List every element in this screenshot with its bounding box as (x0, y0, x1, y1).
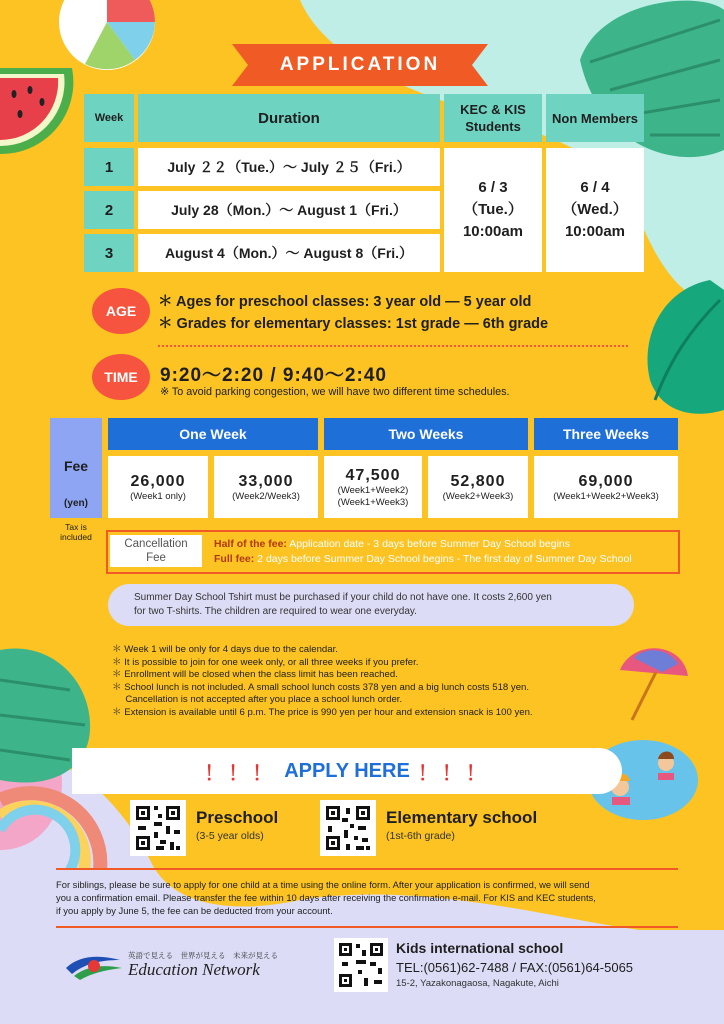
non-members-time: 10:00am (564, 223, 626, 240)
fee-amount: 52,800 (450, 472, 506, 490)
notes-list (112, 644, 622, 720)
tshirt-line2: for two T-shirts. The children are required to wear one everyday. (134, 606, 417, 617)
contact-name: Kids international school (396, 940, 564, 956)
time-schedule: 9:20〜2:20 / 9:40〜2:40 (160, 365, 387, 386)
elementary-subtitle: (1st-6th grade) (386, 830, 455, 842)
preschool-title: Preschool (196, 808, 279, 827)
tshirt-note (108, 584, 634, 626)
note-item: ＊ It is possible to join for one week only, or all three weeks if you prefer. (112, 656, 419, 668)
education-network-logo-icon (64, 950, 124, 980)
full-fee-label: Full fee: (214, 553, 255, 565)
watermelon-icon (0, 58, 82, 158)
footer-divider-top (56, 868, 678, 870)
apply-heading (72, 748, 622, 794)
half-fee-text: Application date - 3 days before Summer Day School begins (286, 538, 570, 550)
time-badge: TIME (92, 354, 150, 400)
two-weeks-header: Two Weeks (324, 418, 528, 450)
note-item: ＊ School lunch is not included. A small school lunch costs 378 yen and a big lunch costs 518 yen. (112, 681, 530, 693)
members-time: 10:00am (462, 223, 524, 240)
fee-item (428, 456, 528, 518)
umbrella-icon (612, 640, 692, 725)
age-elementary: ＊ Grades for elementary classes: 1st grade — 6th grade (158, 316, 549, 332)
footer-line: you a confirmation email. Please transfer the fee within 10 days after receiving the confirmation e-mail. For KIS and KEC students, (56, 892, 596, 903)
cancellation-label (110, 535, 202, 567)
contact-qr-code[interactable] (334, 938, 388, 992)
fee-amount: 33,000 (238, 472, 294, 490)
week-duration: August 4（Mon.）～ August 8（Fri.） (138, 234, 440, 272)
preschool-qr-code[interactable] (130, 800, 186, 856)
members-header: KEC & KIS Students (444, 94, 542, 142)
contact-address: 15-2, Yazakonagaosa, Nagakute, Aichi (396, 978, 559, 989)
leaf-icon (630, 270, 724, 420)
non-members-date: 6 / 4 (580, 179, 610, 196)
fee-label: Fee (63, 458, 89, 474)
note-item: ＊ Extension is available until 6 p.m. The price is 990 yen per hour and extension snack is 100 yen. (112, 706, 533, 718)
fee-amount: 26,000 (130, 472, 186, 490)
cancellation-label-line2: Fee (146, 552, 166, 564)
fee-item (214, 456, 318, 518)
tax-note: Tax is included (60, 522, 92, 542)
fee-note: (Week2/Week3) (232, 490, 300, 502)
apply-marks-left: ！！！ (204, 762, 277, 785)
fee-amount: 69,000 (578, 472, 634, 490)
week-header: Week (84, 94, 134, 142)
members-application-date (444, 148, 542, 272)
fee-note: (Week1+Week2) (337, 484, 409, 496)
members-day: （Tue.） (463, 201, 523, 218)
one-week-header: One Week (108, 418, 318, 450)
apply-text: APPLY HERE (284, 759, 410, 782)
non-members-application-date (546, 148, 644, 272)
footer-line: if you apply by June 5, the fee can be deducted from your account. (56, 905, 333, 916)
logo-name: Education Network (128, 960, 260, 979)
apply-marks-right: ！！！ (417, 762, 490, 785)
footer-divider-bottom (56, 926, 678, 928)
note-item: Cancellation is not accepted after you place a school lunch order. (112, 694, 403, 706)
fee-note: (Week1+Week2+Week3) (553, 490, 659, 502)
week-number: 1 (84, 148, 134, 186)
non-members-day: （Wed.） (562, 201, 628, 218)
tshirt-line1: Summer Day School Tshirt must be purchased if your child do not have one. It costs 2,600 yen (134, 592, 552, 603)
note-item: ＊ Week 1 will be only for 4 days due to the calendar. (112, 644, 338, 655)
week-number: 3 (84, 234, 134, 272)
fee-label-box (50, 418, 102, 518)
footer-line: For siblings, please be sure to apply for one child at a time using the online form. After your application is confirmed, we will send (56, 879, 590, 890)
logo-tagline: 英語で見える 世界が見える 未来が見える (128, 951, 278, 960)
preschool-subtitle: (3-5 year olds) (196, 830, 264, 842)
members-date: 6 / 3 (478, 179, 508, 196)
full-fee-text: 2 days before Summer Day School begins - The first day of Summer Day School (254, 553, 632, 565)
fee-unit: (yen) (64, 498, 88, 509)
palm-leaf-icon (560, 0, 724, 170)
contact-phone: TEL:(0561)62-7488 / FAX:(0561)64-5065 (396, 960, 634, 975)
age-preschool: ＊ Ages for preschool classes: 3 year old — 5 year old (158, 294, 532, 310)
cancellation-box (106, 530, 680, 574)
divider (158, 345, 628, 347)
duration-header: Duration (138, 94, 440, 142)
fee-note-secondary: (Week1+Week3) (337, 496, 409, 508)
fee-amount: 47,500 (345, 466, 401, 484)
fee-note: (Week1 only) (130, 490, 186, 502)
fee-item (108, 456, 208, 518)
time-note: ※ To avoid parking congestion, we will have two different time schedules. (160, 386, 510, 398)
cancellation-full (214, 552, 632, 566)
three-weeks-header: Three Weeks (534, 418, 678, 450)
elementary-title: Elementary school (386, 808, 538, 827)
fee-item (324, 456, 422, 518)
age-badge: AGE (92, 288, 150, 334)
note-item: ＊ Enrollment will be closed when the class limit has been reached. (112, 669, 398, 681)
half-fee-label: Half of the fee: (214, 538, 287, 550)
week-number: 2 (84, 191, 134, 229)
cancellation-half (214, 537, 570, 551)
week-duration: July ２２（Tue.）～ July ２５（Fri.） (138, 148, 440, 186)
cancellation-label-line1: Cancellation (124, 538, 188, 550)
fee-note: (Week2+Week3) (442, 490, 514, 502)
non-members-header: Non Members (546, 94, 644, 142)
fee-item (534, 456, 678, 518)
week-duration: July 28（Mon.）～ August 1（Fri.） (138, 191, 440, 229)
elementary-qr-code[interactable] (320, 800, 376, 856)
page-title: APPLICATION (279, 54, 441, 75)
